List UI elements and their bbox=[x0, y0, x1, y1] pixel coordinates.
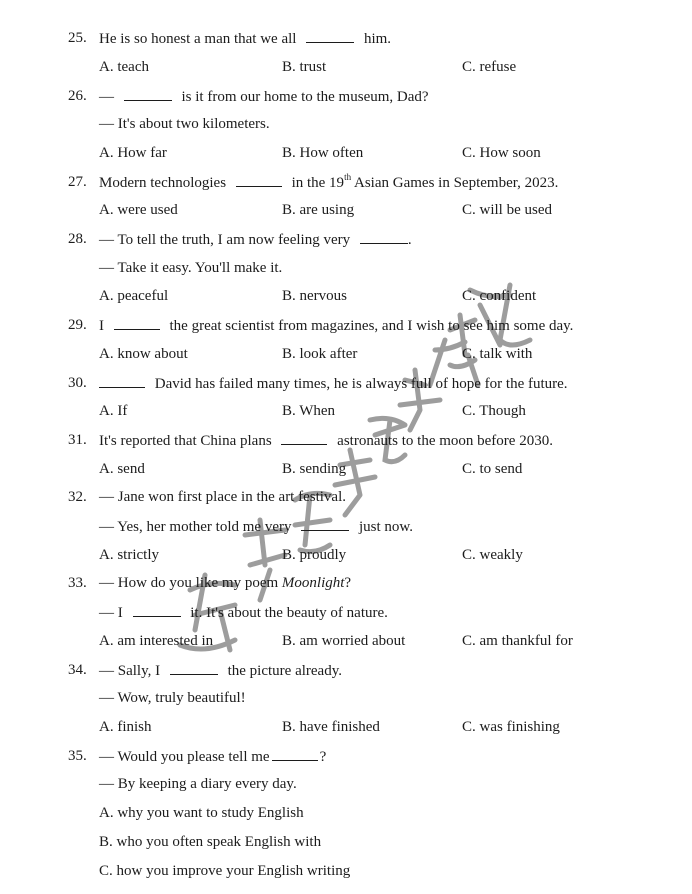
option-a[interactable]: A. How far bbox=[99, 145, 167, 161]
answer-blank bbox=[124, 86, 172, 101]
question-stem: It's reported that China plans astronauts to the moon before 2030. bbox=[99, 430, 553, 451]
dialogue-reply: — Take it easy. You'll make it. bbox=[99, 260, 283, 276]
question-stem: — How do you like my poem Moonlight? bbox=[99, 575, 352, 591]
answer-blank bbox=[114, 315, 160, 330]
question-number: 33. bbox=[68, 575, 87, 591]
option-a[interactable]: A. teach bbox=[99, 59, 149, 75]
question-number: 29. bbox=[68, 317, 87, 333]
answer-blank bbox=[306, 28, 354, 43]
option-c[interactable]: C. Though bbox=[462, 403, 526, 419]
question-number: 27. bbox=[68, 174, 87, 190]
question-stem: I the great scientist from magazines, and I wish to see him some day. bbox=[99, 315, 573, 336]
option-c[interactable]: C. refuse bbox=[462, 59, 517, 75]
option-b[interactable]: B. When bbox=[282, 403, 336, 419]
option-c[interactable]: C. will be used bbox=[462, 202, 552, 218]
dialogue-reply: — It's about two kilometers. bbox=[99, 116, 270, 132]
option-c[interactable]: C. how you improve your English writing bbox=[99, 863, 351, 879]
answer-blank bbox=[133, 602, 181, 617]
option-c[interactable]: C. How soon bbox=[462, 145, 541, 161]
option-c[interactable]: C. am thankful for bbox=[462, 633, 573, 649]
option-a[interactable]: A. know about bbox=[99, 346, 188, 362]
dialogue-reply: — Yes, her mother told me very just now. bbox=[99, 516, 413, 537]
option-b[interactable]: B. How often bbox=[282, 145, 364, 161]
question-number: 28. bbox=[68, 231, 87, 247]
question-number: 25. bbox=[68, 30, 87, 46]
poem-title: Moonlight bbox=[281, 575, 345, 591]
answer-blank bbox=[360, 229, 408, 244]
option-b[interactable]: B. who you often speak English with bbox=[99, 834, 322, 850]
answer-blank bbox=[170, 660, 218, 675]
question-stem: — Would you please tell me ? bbox=[99, 746, 326, 767]
option-a[interactable]: A. send bbox=[99, 461, 145, 477]
option-b[interactable]: B. have finished bbox=[282, 719, 380, 735]
question-stem: — Jane won first place in the art festival. bbox=[99, 489, 347, 505]
question-stem: Modern technologies in the 19th Asian Games in September, 2023. bbox=[99, 172, 559, 191]
option-a[interactable]: A. why you want to study English bbox=[99, 805, 304, 821]
dialogue-reply: — By keeping a diary every day. bbox=[99, 776, 297, 792]
option-a[interactable]: A. peaceful bbox=[99, 288, 169, 304]
option-c[interactable]: C. weakly bbox=[462, 547, 523, 563]
question-number: 32. bbox=[68, 489, 87, 505]
question-stem: — is it from our home to the museum, Dad? bbox=[99, 86, 429, 107]
question-stem: — Sally, I the picture already. bbox=[99, 660, 342, 681]
question-number: 35. bbox=[68, 748, 87, 764]
question-stem: — To tell the truth, I am now feeling very . bbox=[99, 229, 412, 250]
option-c[interactable]: C. talk with bbox=[462, 346, 533, 362]
option-a[interactable]: A. strictly bbox=[99, 547, 159, 563]
question-stem: He is so honest a man that we all him. bbox=[99, 28, 391, 49]
option-b[interactable]: B. proudly bbox=[282, 547, 347, 563]
option-a[interactable]: A. If bbox=[99, 403, 128, 419]
question-number: 26. bbox=[68, 88, 87, 104]
option-b[interactable]: B. trust bbox=[282, 59, 327, 75]
option-c[interactable]: C. to send bbox=[462, 461, 523, 477]
answer-blank bbox=[272, 746, 318, 761]
dialogue-reply: — Wow, truly beautiful! bbox=[99, 690, 246, 706]
answer-blank bbox=[281, 430, 327, 445]
dialogue-reply: — I it. It's about the beauty of nature. bbox=[99, 602, 388, 623]
option-c[interactable]: C. was finishing bbox=[462, 719, 560, 735]
answer-blank bbox=[99, 373, 145, 388]
option-b[interactable]: B. look after bbox=[282, 346, 358, 362]
option-b[interactable]: B. nervous bbox=[282, 288, 347, 304]
option-b[interactable]: B. are using bbox=[282, 202, 355, 218]
question-number: 31. bbox=[68, 432, 87, 448]
question-stem: David has failed many times, he is always full of hope for the future. bbox=[99, 373, 568, 394]
answer-blank bbox=[236, 172, 282, 187]
option-b[interactable]: B. sending bbox=[282, 461, 347, 477]
option-a[interactable]: A. am interested in bbox=[99, 633, 214, 649]
option-b[interactable]: B. am worried about bbox=[282, 633, 406, 649]
answer-blank bbox=[301, 516, 349, 531]
question-number: 34. bbox=[68, 662, 87, 678]
question-number: 30. bbox=[68, 375, 87, 391]
option-a[interactable]: A. were used bbox=[99, 202, 178, 218]
option-a[interactable]: A. finish bbox=[99, 719, 152, 735]
option-c[interactable]: C. confident bbox=[462, 288, 537, 304]
